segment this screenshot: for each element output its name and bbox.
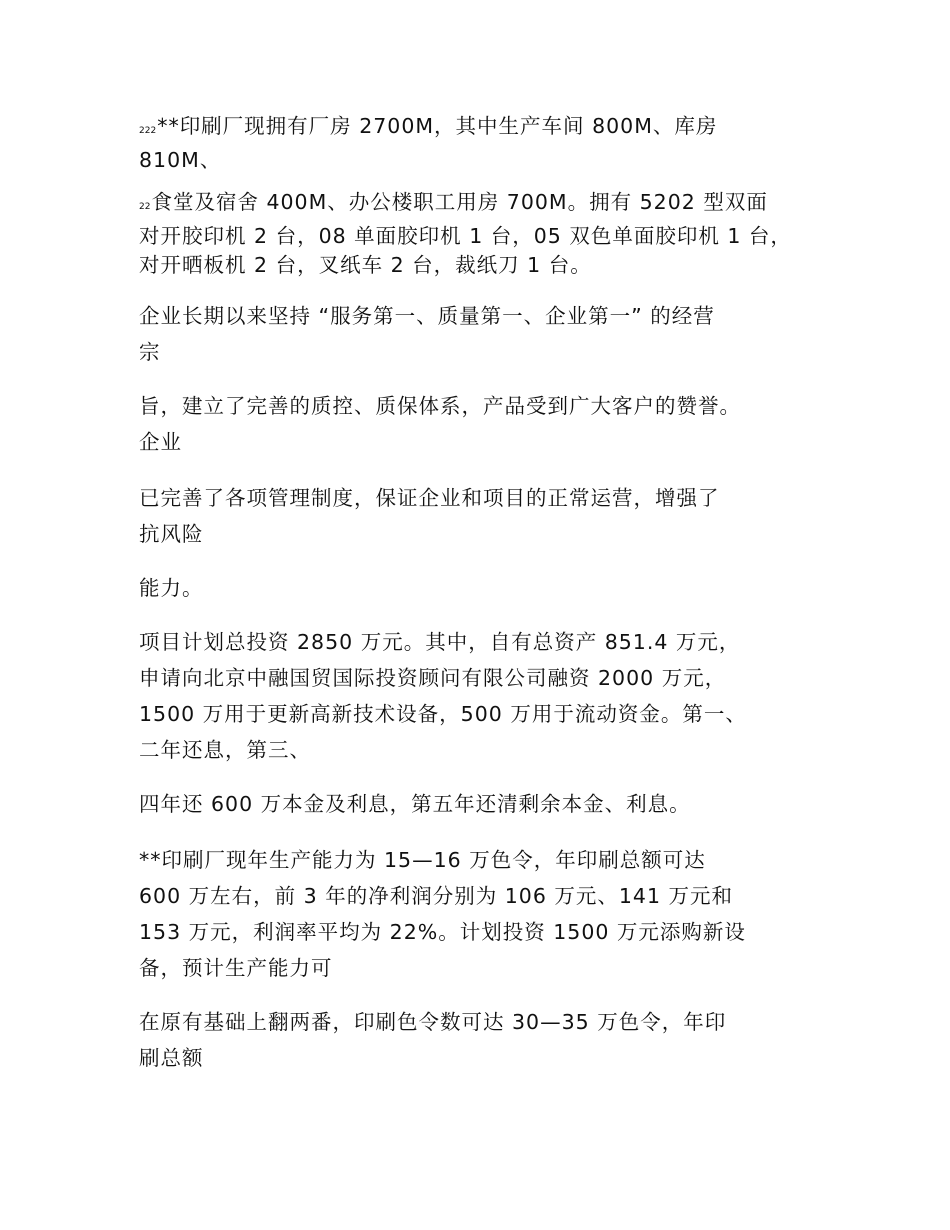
text-line: 项目计划总投资 2850 万元。其中，自有总资产 851.4 万元， xyxy=(139,630,741,654)
paragraph-management xyxy=(139,480,819,552)
text-line: **印刷厂现年生产能力为 15—16 万色令，年印刷总额可达 xyxy=(139,848,706,872)
text-line: 刷总额 xyxy=(139,1046,204,1070)
text-line: 旨，建立了完善的质控、质保体系，产品受到广大客户的赞誉。 xyxy=(139,394,741,418)
text-line: 810M、 xyxy=(139,148,222,172)
paragraph-investment-plan xyxy=(139,624,819,768)
text-line: 抗风险 xyxy=(139,522,204,546)
text-line: 企业 xyxy=(139,430,182,454)
superscript-marker: 222 xyxy=(139,126,157,136)
text-line: 22食堂及宿舍 400M、办公楼职工用房 700M。拥有 5202 型双面 xyxy=(139,190,768,214)
text-line: 222**印刷厂现拥有厂房 2700M，其中生产车间 800M、库房 xyxy=(139,114,718,138)
text-line: 备，预计生产能力可 xyxy=(139,956,333,980)
text-line: 企业长期以来坚持 “服务第一、质量第一、企业第一” 的经营 xyxy=(139,304,715,328)
paragraph-growth-projection xyxy=(139,1004,819,1076)
paragraph-factory-area xyxy=(139,112,819,175)
text-line: 申请向北京中融国贸国际投资顾问有限公司融资 2000 万元， xyxy=(139,666,727,690)
text-line: 四年还 600 万本金及利息，第五年还清剩余本金、利息。 xyxy=(139,792,691,816)
paragraph-repayment xyxy=(139,786,819,822)
paragraph-business-principle xyxy=(139,298,819,370)
paragraph-quality-system xyxy=(139,388,819,460)
text-line: 对开胶印机 2 台，08 单面胶印机 1 台，05 双色单面胶印机 1 台， xyxy=(139,224,792,248)
text-line: 1500 万用于更新高新技术设备，500 万用于流动资金。第一、 xyxy=(139,702,747,726)
text-line: 600 万左右，前 3 年的净利润分别为 106 万元、141 万元和 xyxy=(139,884,734,908)
text-line: 能力。 xyxy=(139,576,204,600)
text-line: 对开晒板机 2 台，叉纸车 2 台，裁纸刀 1 台。 xyxy=(139,253,592,277)
paragraph-equipment xyxy=(139,188,819,280)
paragraph-capability xyxy=(139,570,819,606)
text-line: 已完善了各项管理制度，保证企业和项目的正常运营，增强了 xyxy=(139,486,720,510)
text-line: 153 万元，利润率平均为 22%。计划投资 1500 万元添购新设 xyxy=(139,920,746,944)
text-line: 在原有基础上翻两番，印刷色令数可达 30—35 万色令，年印 xyxy=(139,1010,727,1034)
text-line: 宗 xyxy=(139,340,161,364)
superscript-marker: 22 xyxy=(139,202,151,212)
text-line: 二年还息，第三、 xyxy=(139,738,311,762)
paragraph-production-capacity xyxy=(139,842,819,986)
